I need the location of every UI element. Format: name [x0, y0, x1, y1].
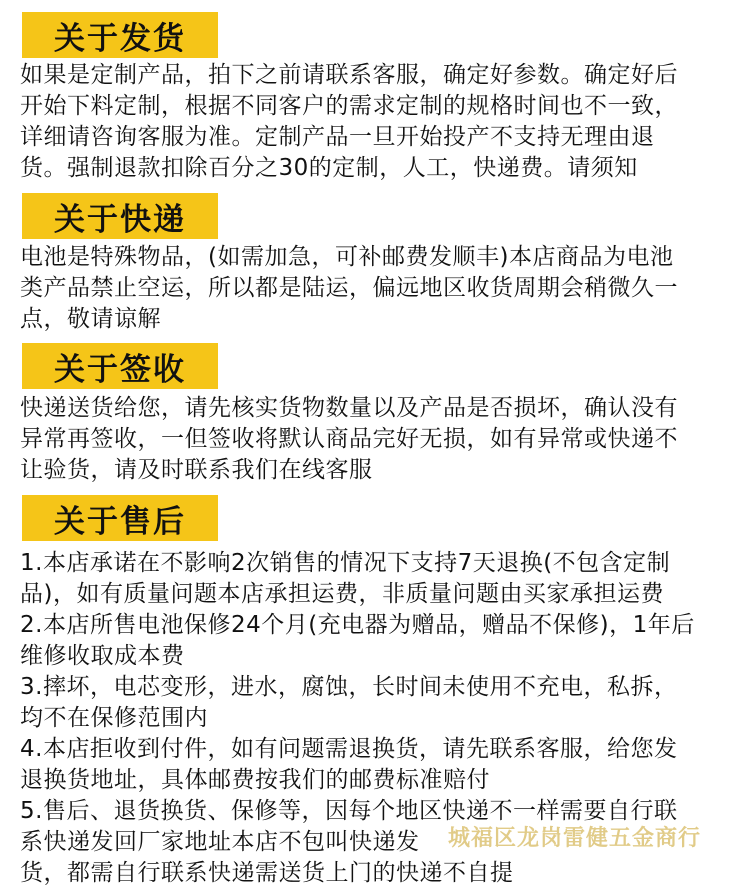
watermark: 城福区龙岗雷健五金商行: [448, 826, 702, 851]
section-text-signing: [20, 393, 740, 486]
text-line: 退换货地址，具体邮费按我们的邮费标准赔付: [20, 767, 490, 793]
text-line: 均不在保修范围内: [20, 705, 208, 731]
text-line: 电池是特殊物品，(如需加急，可补邮费发顺丰)本店商品为电池: [20, 244, 674, 270]
section-title-shipping: 关于发货: [22, 12, 218, 58]
text-line: 货，都需自行联系快递需送货上门的快递不自提: [20, 860, 514, 886]
text-line: 2.本店所售电池保修24个月(充电器为赠品，赠品不保修)，1年后: [20, 612, 695, 638]
section-title-after-sales: 关于售后: [22, 495, 218, 541]
text-line: 4.本店拒收到付件，如有问题需退换货，请先联系客服，给您发: [20, 736, 678, 762]
section-text-courier: [20, 242, 740, 335]
text-line: 点，敬请谅解: [20, 306, 161, 332]
text-line: 异常再签收，一但签收将默认商品完好无损，如有异常或快递不: [20, 426, 678, 452]
text-line: 5.售后、退货换货、保修等，因每个地区快递不一样需要自行联: [20, 798, 678, 824]
section-text-shipping: [20, 60, 740, 184]
text-line: 3.摔坏，电芯变形，进水，腐蚀，长时间未使用不充电，私拆，: [20, 674, 678, 700]
text-line: 让验货，请及时联系我们在线客服: [20, 457, 373, 483]
text-line: 1.本店承诺在不影响2次销售的情况下支持7天退换(不包含定制: [20, 550, 671, 576]
text-line: 系快递发回厂家地址本店不包叫快递发: [20, 829, 420, 855]
text-line: 如果是定制产品，拍下之前请联系客服，确定好参数。确定好后: [20, 62, 678, 88]
text-line: 详细请咨询客服为准。定制产品一旦开始投产不支持无理由退: [20, 124, 655, 150]
text-line: 货。强制退款扣除百分之30的定制，人工，快递费。请须知: [20, 155, 638, 181]
text-line: 开始下料定制，根据不同客户的需求定制的规格时间也不一致，: [20, 93, 678, 119]
text-line: 类产品禁止空运，所以都是陆运，偏远地区收货周期会稍微久一: [20, 275, 678, 301]
section-title-signing: 关于签收: [22, 343, 218, 389]
section-title-courier: 关于快递: [22, 193, 218, 239]
text-line: 维修收取成本费: [20, 643, 185, 669]
text-line: 快递送货给您，请先核实货物数量以及产品是否损坏，确认没有: [20, 395, 678, 421]
text-line: 品)，如有质量问题本店承担运费，非质量问题由买家承担运费: [20, 581, 664, 607]
